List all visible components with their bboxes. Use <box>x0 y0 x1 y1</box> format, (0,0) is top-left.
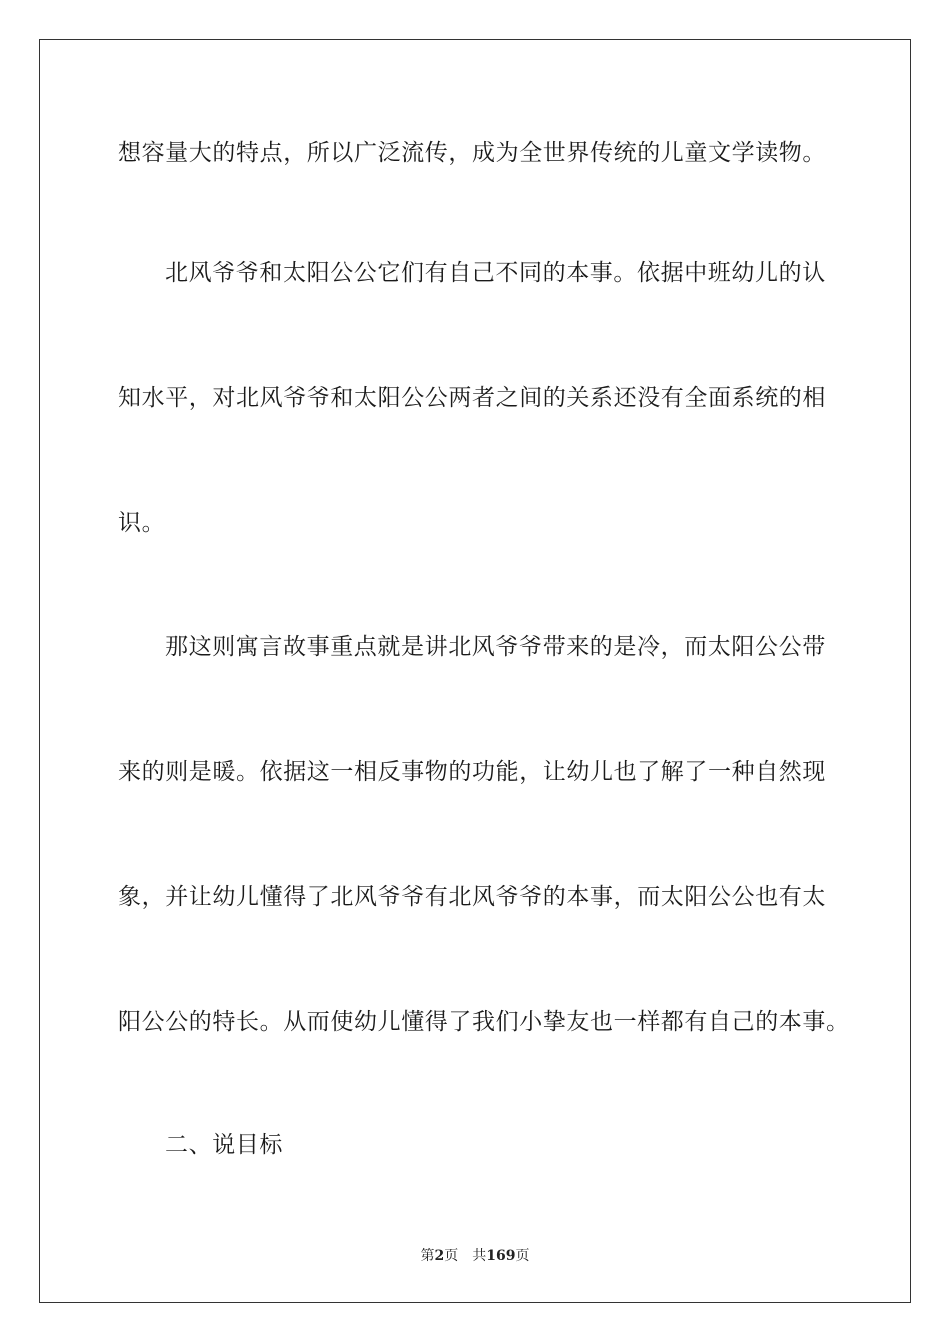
page-border <box>39 39 911 1303</box>
page-footer <box>0 1247 950 1265</box>
footer-page-prefix: 第 <box>420 1248 435 1264</box>
body-line-1: 想容量大的特点，所以广泛流传，成为全世界传统的儿童文学读物。 <box>118 140 826 166</box>
body-line-5: 那这则寓言故事重点就是讲北风爷爷带来的是冷，而太阳公公带 <box>165 634 826 660</box>
body-line-7: 象，并让幼儿懂得了北风爷爷有北风爷爷的本事，而太阳公公也有太 <box>118 884 826 910</box>
body-line-8: 阳公公的特长。从而使幼儿懂得了我们小挚友也一样都有自己的本事。 <box>118 1009 850 1035</box>
body-line-2: 北风爷爷和太阳公公它们有自己不同的本事。依据中班幼儿的认 <box>165 260 826 286</box>
footer-total-prefix: 共 <box>472 1248 487 1264</box>
section-heading: 二、说目标 <box>165 1132 283 1158</box>
body-line-6: 来的则是暖。依据这一相反事物的功能，让幼儿也了解了一种自然现 <box>118 759 826 785</box>
body-line-3: 知水平，对北风爷爷和太阳公公两者之间的关系还没有全面系统的相 <box>118 385 826 411</box>
footer-page-suffix: 页 <box>444 1248 459 1264</box>
footer-page-number: 2 <box>434 1248 445 1264</box>
footer-total-suffix: 页 <box>515 1248 530 1264</box>
footer-total-pages: 169 <box>486 1248 516 1264</box>
body-line-4: 识。 <box>118 510 166 536</box>
